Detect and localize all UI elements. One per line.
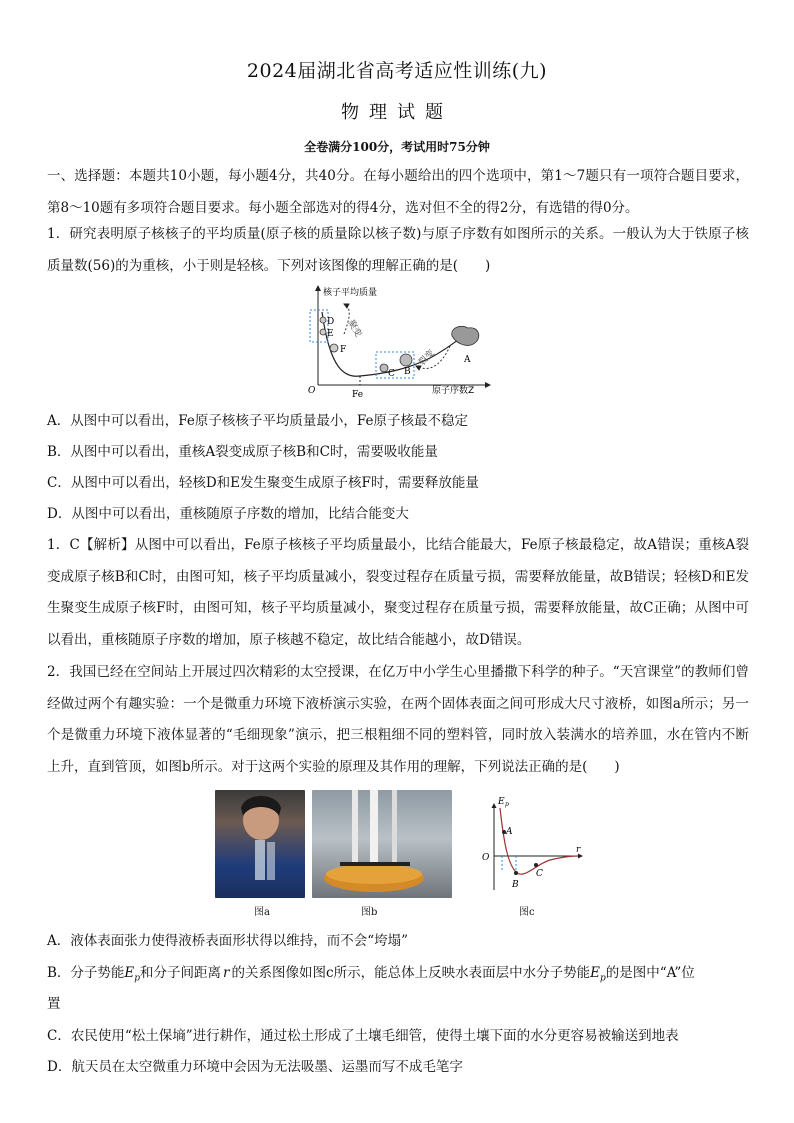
photo-a-liquid-bridge xyxy=(215,790,305,898)
graph-c-potential-energy xyxy=(478,794,588,898)
photo-b-capillary-tubes xyxy=(312,790,452,898)
svg-text:p: p xyxy=(505,801,509,808)
q1-stem: 1．研究表明原子核核子的平均质量(原子核的质量除以核子数)与原子序数有如图所示的关系。一般认为大于铁原子核质量数(56)的为重核，小于则是轻核。下列对该图像的理解正确的是( ) xyxy=(47,226,749,274)
svg-text:原子序数Z: 原子序数Z xyxy=(432,386,475,396)
q2-option-d: D．航天员在太空微重力环境中会因为无法吸墨、运墨而写不成毛笔字 xyxy=(47,1059,463,1075)
svg-text:D: D xyxy=(327,317,335,327)
svg-text:Fe: Fe xyxy=(352,390,364,398)
svg-text:B: B xyxy=(512,880,519,890)
svg-text:C: C xyxy=(388,369,395,379)
q1-option-b: B．从图中可以看出，重核A裂变成原子核B和C时，需要吸收能量 xyxy=(47,444,438,460)
q1-option-a: A．从图中可以看出，Fe原子核核子平均质量最小，Fe原子核最不稳定 xyxy=(47,413,468,429)
svg-text:A: A xyxy=(464,355,471,365)
svg-text:E: E xyxy=(498,797,505,807)
caption-c: 图c xyxy=(519,907,535,918)
svg-text:核子平均质量: 核子平均质量 xyxy=(323,288,378,298)
q1-option-c: C．从图中可以看出，轻核D和E发生聚变生成原子核F时，需要释放能量 xyxy=(47,475,479,491)
section-intro: 一、选择题：本题共10小题，每小题4分，共40分。在每小题给出的四个选项中，第1～7题只有一项符合题目要求，第8～10题有多项符合题目要求。每小题全部选对的得4分，选对但不全的得2分，有选错的得0分。 xyxy=(47,168,749,216)
svg-text:裂变: 裂变 xyxy=(417,348,437,369)
caption-a: 图a xyxy=(254,907,270,918)
svg-text:C: C xyxy=(536,869,543,879)
svg-text:O: O xyxy=(308,386,316,396)
svg-text:A: A xyxy=(506,827,513,837)
q2-stem: 2．我国已经在空间站上开展过四次精彩的太空授课，在亿万中小学生心里播撒下科学的种子。“天宫课堂”的教师们曾经做过两个有趣实验：一个是微重力环境下液桥演示实验，在两个固体表面之间可形成大尺寸液桥，如图a所示；另一个是微重力环境下液体显著的“毛细现象”演示，把三根粗细不同的塑料管，同时放入装满水的培养皿，水在管内不断上升，直到管顶，如图b所示。对于这两个实验的原理及其作用的理解，下列说法正确的是( ) xyxy=(47,664,749,775)
q2-option-b-cont: 置 xyxy=(47,996,61,1012)
paper-subtitle: 物理试题 xyxy=(341,102,453,123)
caption-b: 图b xyxy=(361,907,378,918)
svg-text:B: B xyxy=(404,367,411,377)
svg-text:r: r xyxy=(576,845,581,855)
score-time-note: 全卷满分100分，考试用时75分钟 xyxy=(304,140,490,154)
svg-text:聚变: 聚变 xyxy=(345,318,364,340)
q2-option-b: B．分子势能$E_p$和分子间距离 r 的关系图像如图c所示，能总体上反映水表面层中水分子势能$E_p$的是图中“A”位 xyxy=(47,965,695,984)
q2-option-a: A．液体表面张力使得液桥表面形状得以维持，而不会“垮塌” xyxy=(47,933,409,949)
q2-option-c: C．农民使用“松土保墒”进行耕作，通过松土形成了土壤毛细管，使得土壤下面的水分更容易被输送到地表 xyxy=(47,1028,679,1044)
svg-text:E: E xyxy=(327,329,334,339)
paper-title: 2024届湖北省高考适应性训练(九) xyxy=(246,60,548,82)
q1-answer: 1．C【解析】从图中可以看出，Fe原子核核子平均质量最小，比结合能最大，Fe原子核最稳定，故A错误；重核A裂变成原子核B和C时，由图可知，核子平均质量减小，裂变过程存在质量亏损，需要释放能量，故B错误；轻核D和E发生聚变生成原子核F时，由图可知，核子平均质量减小，聚变过程存在质量亏损，需要释放能量，故C正确；从图中可以看出，重核随原子序数的增加，原子核越不稳定，故比结合能越小，故D错误。 xyxy=(47,537,749,648)
q1-mass-graph xyxy=(300,280,500,398)
svg-text:F: F xyxy=(340,345,347,355)
svg-text:O: O xyxy=(482,853,490,863)
q1-option-d: D．从图中可以看出，重核随原子序数的增加，比结合能变大 xyxy=(47,506,409,522)
